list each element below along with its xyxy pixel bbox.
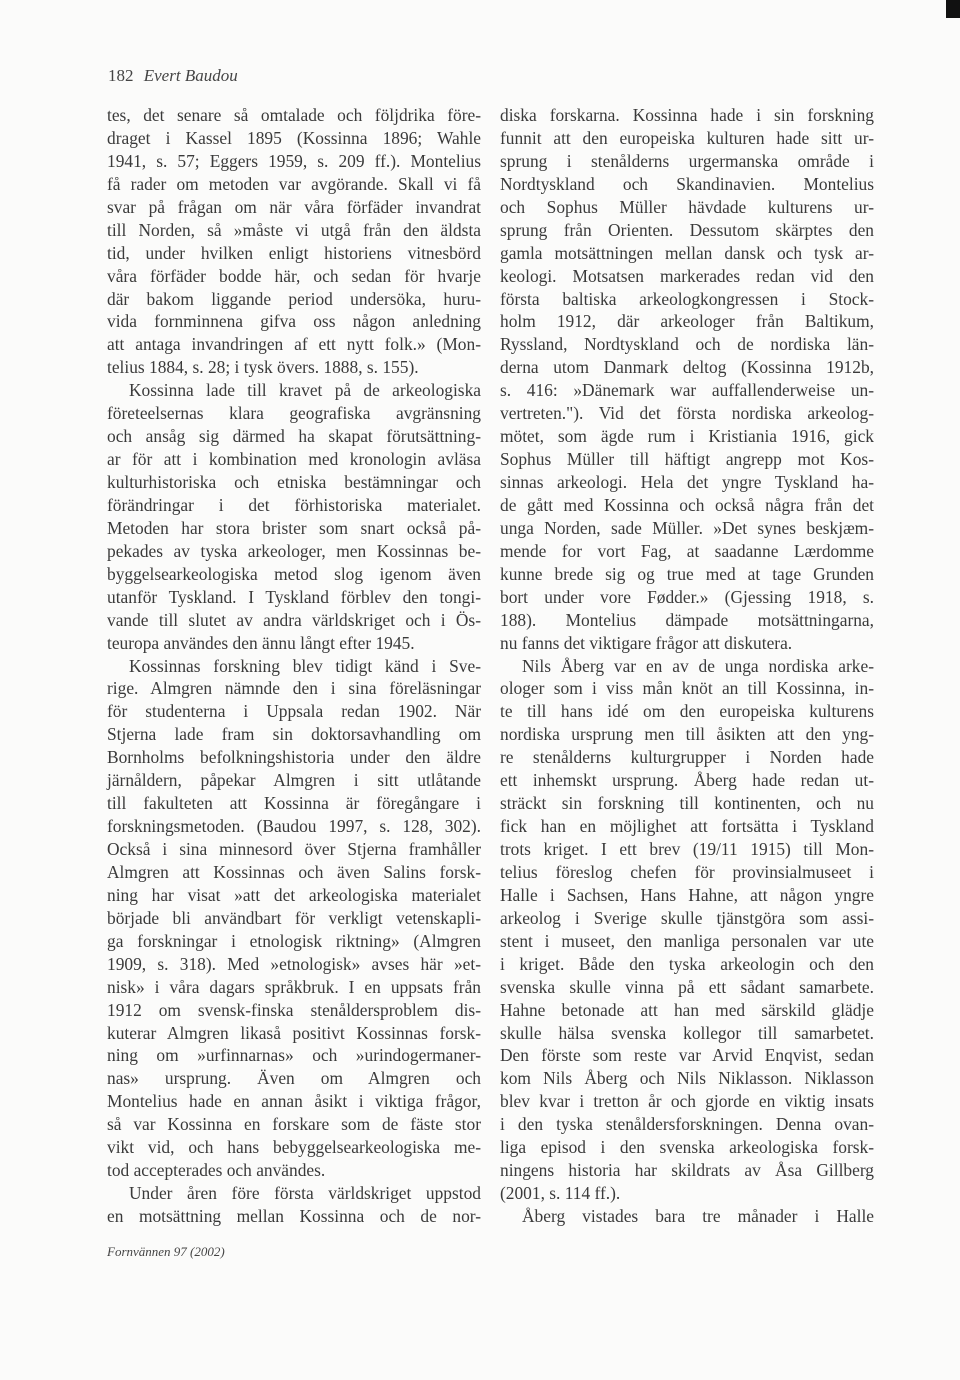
text-line: Montelius hade en annan åsikt i viktiga frågor, <box>107 1091 481 1112</box>
text-line: tes, det senare så omtalade och följdrika före- <box>107 105 481 125</box>
text-line: de gått med Kossinna och också några från det <box>500 494 874 515</box>
text-line: 188). Montelius dämpade motsättningarna, <box>500 609 874 630</box>
scan-corner-mark <box>946 0 960 18</box>
text-line: vikt vid, och hans bebyggelsearkeologiska me- <box>107 1137 481 1158</box>
text-line: Kossinnas forskning blev tidigt känd i Sve- <box>129 655 481 676</box>
text-line: ning har visat »att det arkeologiska materialet <box>107 884 481 905</box>
journal-footer: Fornvännen 97 (2002) <box>107 1244 225 1259</box>
text-line: byggelsearkeologiska metod slog igenom även <box>107 563 481 584</box>
text-line: skulle hälsa svenska kollegor till samarbetet. <box>500 1022 874 1043</box>
text-line: och Sophus Müller hävdade kulturens ur- <box>500 196 874 217</box>
text-line: Metoden har stora brister som snart också på- <box>107 517 481 538</box>
text-line: förändringar i det förhistoriska materialet. <box>107 494 481 515</box>
text-line: Hahne betonade att han med särskild glädje <box>500 999 874 1020</box>
text-line: Halle i Sachsen, Hans Hahne, att någon yngre <box>500 884 874 905</box>
text-line: svar på frågan om när våra förfäder invandrat <box>107 196 481 217</box>
text-line: kunne brede sig og true med at tage Grunden <box>500 563 874 584</box>
text-line: keologi. Motsatsen markerades redan vid den <box>500 265 874 286</box>
text-line: Åberg vistades bara tre månader i Halle <box>522 1206 874 1226</box>
text-line: kuterar Almgren likaså positivt Kossinnas forsk- <box>107 1022 481 1043</box>
text-line: Ryssland, Nordtyskland och de nordiska län- <box>500 334 874 355</box>
running-author: Evert Baudou <box>143 66 238 85</box>
text-line: s. 416: »Dänemark war auffallenderweise un- <box>500 380 874 401</box>
text-line: mende for vort Fag, at saadanne Lærdomme <box>500 540 874 561</box>
text-line: 1941, s. 57; Eggers 1959, s. 209 ff.). Montelius <box>107 150 481 171</box>
left-text-column <box>107 104 481 1228</box>
text-line: vertreten."). Vid det första nordiska arkeolog- <box>500 403 874 424</box>
text-line: få rader om metoden var avgörande. Skall vi få <box>107 173 481 194</box>
text-line: forskningsmetoden. (Baudou 1997, s. 128, 302). <box>107 816 481 837</box>
text-line: stent i museet, den manliga personalen var ute <box>500 930 874 951</box>
text-line: (2001, s. 114 ff.). <box>500 1183 621 1204</box>
text-line: derna utom Danmark deltog (Kossinna 1912b, <box>500 357 874 378</box>
text-line: vida fornminnena gifva oss någon anledning <box>107 311 481 332</box>
text-line: bort under vore Fødder.» (Gjessing 1918, s. <box>500 586 874 607</box>
text-line: kulturhistoriska och etniska bestämningar och <box>107 472 481 492</box>
text-line: te till hans idé om den europeiska kulturens <box>500 701 874 722</box>
text-line: teuropa användes den ännu långt efter 1945. <box>107 632 415 653</box>
text-line: första baltiska arkeologkongressen i Stock- <box>500 288 874 309</box>
text-line: unga Norden, sade Müller. »Det synes beskjæm- <box>500 517 874 538</box>
text-line: holm 1912, där arkeologer från Baltikum, <box>500 311 874 332</box>
text-line: trots kriget. I ett brev (19/11 1915) till Mon- <box>500 839 874 859</box>
page-number: 182 <box>108 66 134 85</box>
text-line: till Norden, så »måste vi utgå från den äldsta <box>107 219 481 240</box>
text-line: mötet, som ägde rum i Kristiania 1916, gick <box>500 426 874 447</box>
text-line: Nordtyskland och Skandinavien. Montelius <box>500 173 874 194</box>
text-line: re stenålderns kulturgrupper i Norden hade <box>500 747 874 768</box>
text-line: sinnas arkeologi. Hela det yngre Tyskland ha- <box>500 472 874 492</box>
text-line: gamla motsättningen mellan dansk och tysk ar- <box>500 242 874 263</box>
text-line: pekades av tyska arkeologer, men Kossinnas be- <box>107 540 481 561</box>
text-line: vande till slutet av andra världskriget och i Ös- <box>107 609 481 630</box>
text-line: rige. Almgren nämnde den i sina föreläsningar <box>107 678 481 699</box>
text-line: i kriget. Både den tyska arkeologin och den <box>500 953 874 974</box>
right-text-column <box>500 104 874 1228</box>
text-line: funnit att den europeiska kulturen hade sitt ur- <box>500 127 874 148</box>
text-line: en motsättning mellan Kossinna och de nor- <box>107 1206 481 1226</box>
text-line: ningens historia har skildrats av Åsa Gillberg <box>500 1160 874 1181</box>
text-line: blev kvar i tretton år och gjorde en viktig insats <box>500 1091 874 1112</box>
text-line: ologer som i viss mån knöt an till Kossinna, in- <box>500 678 874 699</box>
text-line: företeelsernas klara geografiska avgränsning <box>107 403 481 424</box>
text-line: Också i sina minnesord över Stjerna framhåller <box>107 839 481 859</box>
text-line: arkeolog i Sverige skulle tjänstgöra som assi- <box>500 907 874 928</box>
text-line: utanför Tyskland. I Tyskland förblev den tongi- <box>107 586 481 607</box>
text-line: tod accepterades och användes. <box>107 1160 326 1181</box>
text-line: telius 1884, s. 28; i tysk övers. 1888, s. 155). <box>107 357 419 378</box>
text-line: diska forskarna. Kossinna hade i sin forskning <box>500 105 874 125</box>
text-line: sträckt sin forskning till kontinenten, och nu <box>500 793 874 814</box>
text-line: draget i Kassel 1895 (Kossinna 1896; Wahle <box>107 127 481 148</box>
text-line: sprung i stenålderns urgermanska område i <box>500 150 874 171</box>
text-line: svenska skulle vinna på ett sådant samarbete. <box>500 976 874 997</box>
text-line: Bornholms befolkningshistoria under den äldre <box>107 747 481 768</box>
text-line: Nils Åberg var en av de unga nordiska arke- <box>522 655 874 676</box>
text-line: Kossinna lade till kravet på de arkeologiska <box>129 380 481 401</box>
text-line: Almgren att Kossinnas och även Salins forsk- <box>107 861 481 882</box>
text-line: ning om »urfinnarnas» och »urindogermaner- <box>107 1045 481 1066</box>
text-line: för studenterna i Uppsala redan 1902. När <box>107 701 481 722</box>
text-line: tid, under hvilken enligt historiens vitnesbörd <box>107 242 481 263</box>
text-line: våra förfäder bodde här, och sedan för hvarje <box>107 265 481 286</box>
text-line: nu fanns det viktigare frågor att diskutera. <box>500 632 793 653</box>
text-line: järnåldern, påpekar Almgren i sitt utlåtande <box>107 770 481 791</box>
text-line: där bakom liggande period undersöka, huru- <box>107 288 481 309</box>
text-line: Sophus Müller till häftigt angrepp mot Kos- <box>500 449 874 470</box>
text-line: och ansåg sig därmed ha skapat förutsättning- <box>107 426 481 447</box>
text-line: kom Nils Åberg och Nils Niklasson. Niklasson <box>500 1068 874 1089</box>
text-line: så var Kossinna en forskare som de fäste stor <box>107 1114 481 1135</box>
text-line: nisk» i våra dagars språkbruk. I en uppsats från <box>107 976 481 997</box>
text-line: 1909, s. 318). Med »etnologisk» avses här »et- <box>107 953 481 974</box>
text-line: Stjerna lade fram sin doktorsavhandling om <box>107 724 481 745</box>
text-line: Under åren före första världskriget uppstod <box>129 1183 481 1204</box>
text-line: telius föreslog chefen för provinsialmuseet i <box>500 861 874 882</box>
running-header <box>108 66 238 86</box>
text-line: Den förste som reste var Arvid Enqvist, sedan <box>500 1045 874 1066</box>
text-line: till fakulteten att Kossinna är föregångare i <box>107 793 481 814</box>
text-line: ett inhemskt ursprung. Åberg hade redan ut- <box>500 770 874 791</box>
text-line: sprung från Orienten. Dessutom skärptes den <box>500 219 874 240</box>
text-line: ga forskningar i etnologisk riktning» (Almgren <box>107 930 481 951</box>
text-line: liga episod i den svenska arkeologiska forsk- <box>500 1137 874 1158</box>
text-line: i den tyska stenåldersforskningen. Denna ovan- <box>500 1114 874 1135</box>
text-line: började bli användbart för verkligt vetenskapli- <box>107 907 481 928</box>
text-line: ar för att i kombination med kronologin avläsa <box>107 449 481 470</box>
text-line: nordiska ursprung men till åsikten att den yng- <box>500 724 874 745</box>
text-line: fick han en möjlighet att fortsätta i Tyskland <box>500 816 874 837</box>
text-line: 1912 om svensk-finska stenåldersproblem dis- <box>107 999 481 1020</box>
text-line: att antaga invandringen af ett nytt folk.» (Mon- <box>107 334 481 355</box>
text-line: nas» ursprung. Även om Almgren och <box>107 1068 481 1089</box>
